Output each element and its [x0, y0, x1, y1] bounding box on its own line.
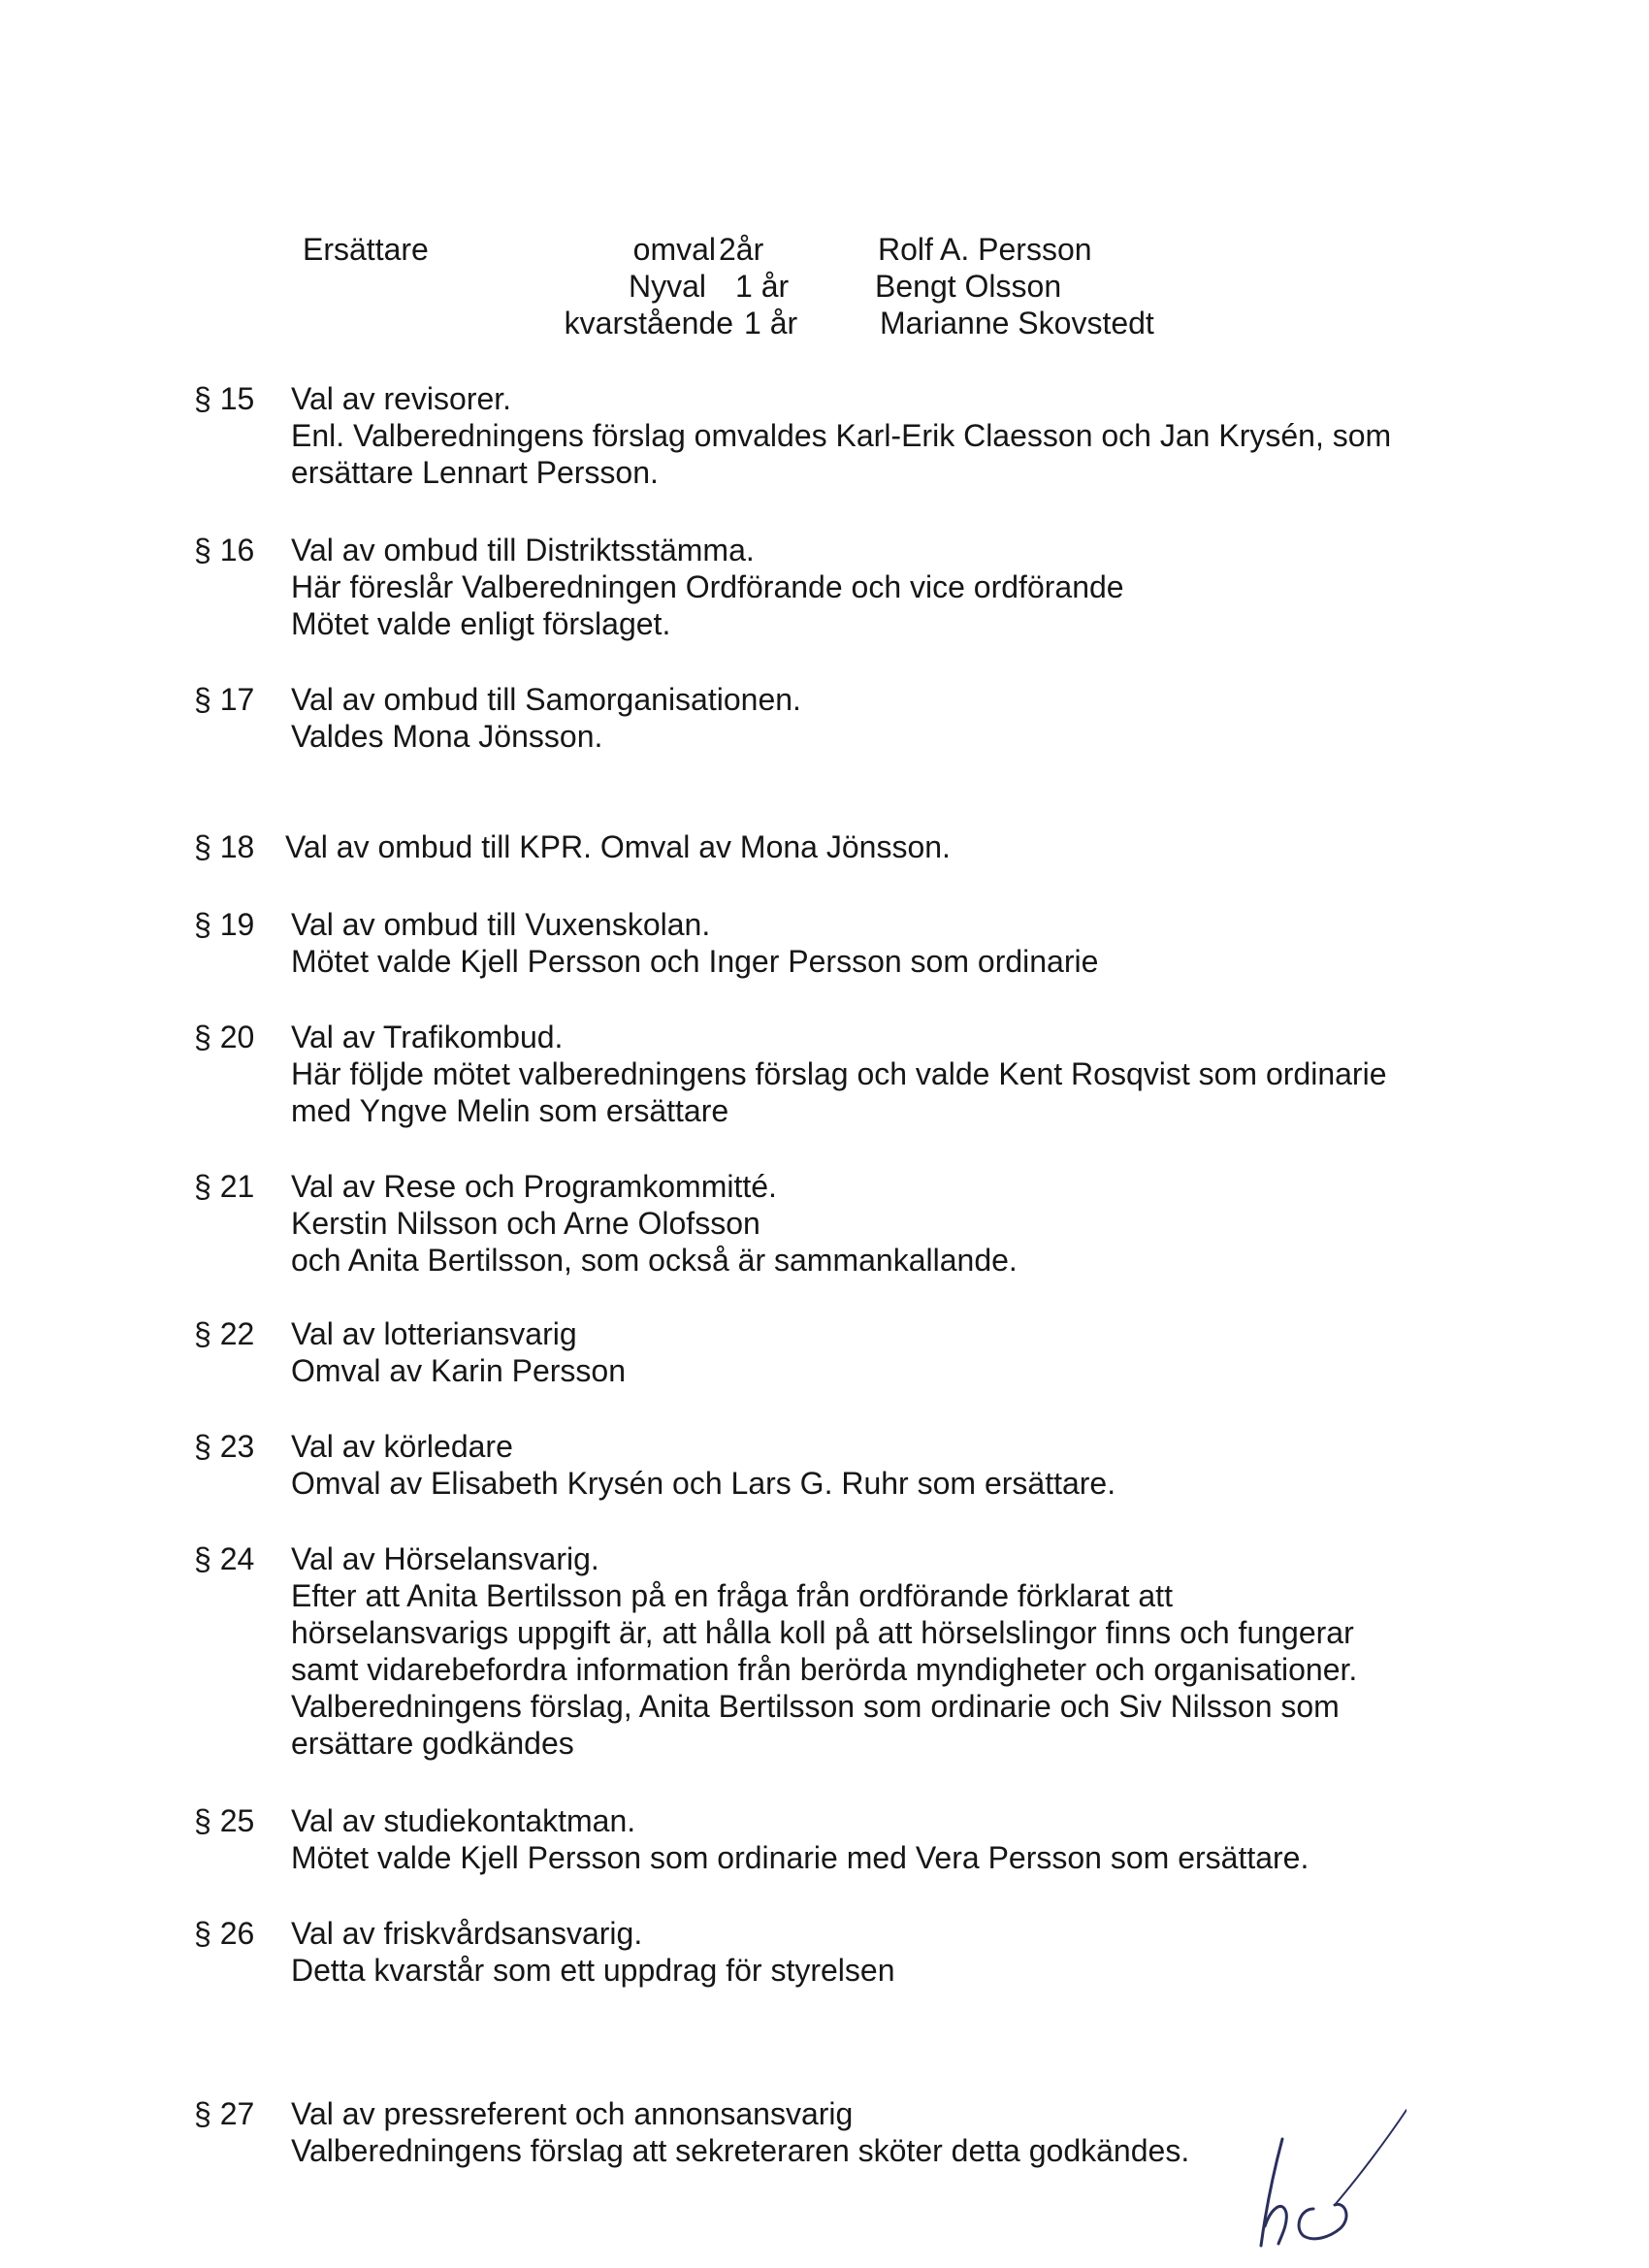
section-line: Val av ombud till Samorganisationen.: [291, 682, 801, 717]
section-line: Val av lotteriansvarig: [291, 1316, 577, 1351]
section-line: Val av Hörselansvarig.: [291, 1541, 599, 1576]
section-number: § 27: [194, 2096, 255, 2131]
section-body: [291, 681, 801, 755]
section-number: § 19: [194, 907, 255, 942]
section-body: [291, 1540, 1357, 1762]
section-line: Här följde mötet valberedningens förslag och valde Kent Rosqvist som ordinarie: [291, 1056, 1387, 1091]
section-number: § 24: [194, 1541, 255, 1576]
section-body: [291, 380, 1391, 491]
section-number: § 15: [194, 381, 255, 416]
section-line: Val av studiekontaktman.: [291, 1803, 636, 1838]
section-line: Här föreslår Valberedningen Ordförande och vice ordförande: [291, 569, 1124, 604]
section-body: [285, 828, 951, 865]
section-line: med Yngve Melin som ersättare: [291, 1093, 729, 1128]
section-line: ersättare godkändes: [291, 1726, 574, 1761]
ersattare-term: 1 år: [735, 269, 790, 304]
section-body: [291, 1802, 1309, 1876]
section-number: § 26: [194, 1916, 255, 1951]
ersattare-term: 1 år: [744, 306, 798, 340]
section-line: Valdes Mona Jönsson.: [291, 719, 603, 754]
section-number: § 23: [194, 1429, 255, 1464]
section-number: § 22: [194, 1316, 255, 1351]
section-line: Val av ombud till Vuxenskolan.: [291, 907, 711, 942]
ersattare-name: Marianne Skovstedt: [880, 306, 1154, 340]
section-body: [291, 1168, 1018, 1279]
section-body: [291, 1915, 894, 1989]
section-line: Val av friskvårdsansvarig.: [291, 1916, 643, 1951]
ersattare-name: Bengt Olsson: [875, 269, 1062, 304]
section-line: och Anita Bertilsson, som också är sammankallande.: [291, 1243, 1018, 1278]
section-number: § 17: [194, 682, 255, 717]
section-line: Val av Rese och Programkommitté.: [291, 1169, 777, 1204]
section-body: [291, 906, 1098, 980]
section-line: Efter att Anita Bertilsson på en fråga från ordförande förklarat att: [291, 1578, 1173, 1613]
section-line: Detta kvarstår som ett uppdrag för styrelsen: [291, 1953, 895, 1988]
ersattare-label: Ersättare: [303, 232, 429, 267]
section-line: Mötet valde Kjell Persson och Inger Persson som ordinarie: [291, 944, 1099, 979]
section-body: [291, 1428, 1116, 1502]
section-line: Mötet valde Kjell Persson som ordinarie med Vera Persson som ersättare.: [291, 1840, 1310, 1875]
section-line: Omval av Elisabeth Krysén och Lars G. Ruhr som ersättare.: [291, 1466, 1116, 1501]
section-body: [291, 2095, 1189, 2169]
section-line: Valberedningens förslag, Anita Bertilsson som ordinarie och Siv Nilsson som: [291, 1689, 1340, 1724]
section-line: Enl. Valberedningens förslag omvaldes Karl-Erik Claesson och Jan Krysén, som: [291, 418, 1392, 453]
section-number: § 25: [194, 1803, 255, 1838]
section-line: Kerstin Nilsson och Arne Olofsson: [291, 1206, 760, 1241]
section-body: [291, 1315, 626, 1389]
ersattare-term: 2år: [719, 232, 764, 267]
ersattare-type: Nyval: [628, 269, 706, 304]
section-number: § 20: [194, 1020, 255, 1054]
section-line: hörselansvarigs uppgift är, att hålla koll på att hörselslingor finns och fungerar: [291, 1615, 1354, 1650]
section-line: Val av ombud till KPR. Omval av Mona Jönsson.: [285, 829, 951, 864]
section-body: [291, 532, 1124, 642]
section-number: § 18: [194, 829, 255, 864]
ersattare-type: omval: [632, 232, 716, 267]
section-line: Val av Trafikombud.: [291, 1020, 564, 1054]
section-line: samt vidarebefordra information från berörda myndigheter och organisationer.: [291, 1652, 1358, 1687]
ersattare-name: Rolf A. Persson: [878, 232, 1092, 267]
section-number: § 21: [194, 1169, 255, 1204]
section-number: § 16: [194, 533, 255, 567]
ersattare-type: kvarstående: [564, 306, 733, 340]
section-line: Mötet valde enligt förslaget.: [291, 606, 671, 641]
handwritten-signature: [1251, 2100, 1406, 2255]
section-line: Valberedningens förslag att sekreteraren sköter detta godkändes.: [291, 2133, 1190, 2168]
section-line: Val av revisorer.: [291, 381, 512, 416]
section-line: Omval av Karin Persson: [291, 1353, 627, 1388]
section-line: Val av ombud till Distriktsstämma.: [291, 533, 755, 567]
section-body: [291, 1019, 1386, 1129]
section-line: Val av pressreferent och annonsansvarig: [291, 2096, 854, 2131]
section-line: ersättare Lennart Persson.: [291, 455, 659, 490]
section-line: Val av körledare: [291, 1429, 513, 1464]
